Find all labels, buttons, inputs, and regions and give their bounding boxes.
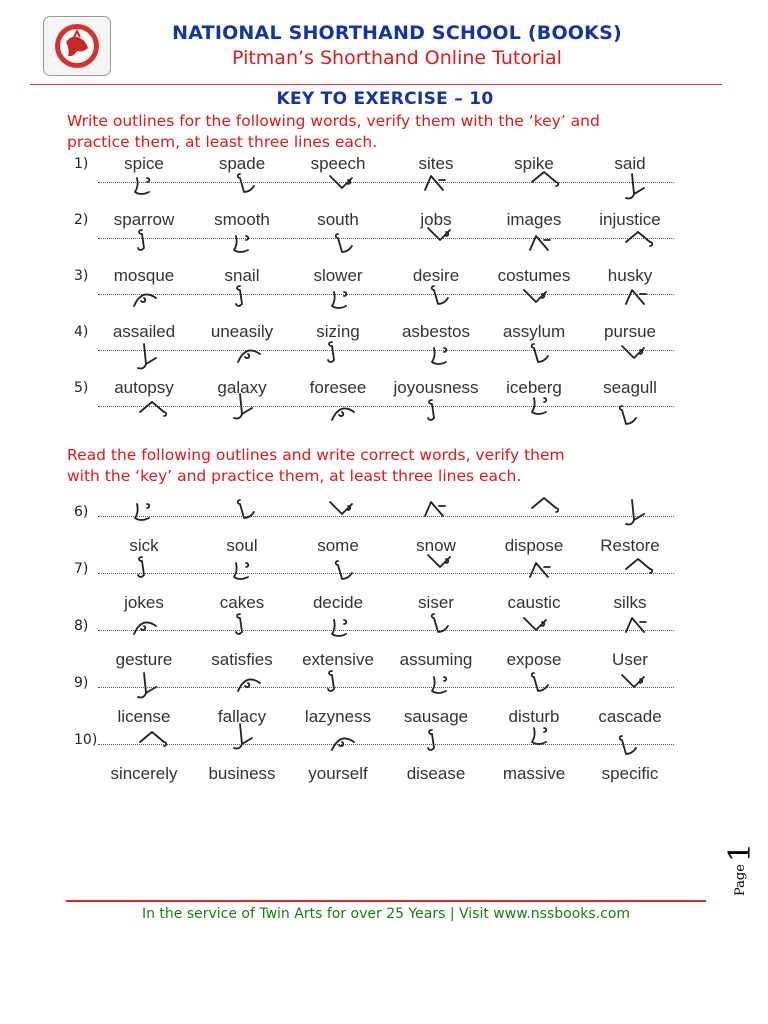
- dotted-writing-line: [98, 350, 674, 351]
- shorthand-word: caustic: [507, 593, 561, 612]
- shorthand-word: uneasily: [210, 322, 274, 341]
- shorthand-outline-icon: [326, 338, 366, 372]
- exercise-row: [74, 610, 674, 669]
- shorthand-word: assylum: [502, 322, 566, 341]
- shorthand-word: costumes: [497, 266, 571, 285]
- shorthand-word: pursue: [604, 322, 656, 341]
- shorthand-outline-icon: [530, 338, 570, 372]
- shorthand-outline-icon: [131, 174, 171, 208]
- dotted-writing-line: [98, 687, 674, 688]
- shorthand-outline-icon: [328, 172, 368, 206]
- page-number: 1: [723, 842, 758, 863]
- shorthand-outline-icon: [138, 396, 178, 430]
- shorthand-outline-icon: [134, 342, 174, 376]
- exercise-row: [74, 320, 674, 376]
- shorthand-outline-icon: [334, 228, 374, 262]
- shorthand-word: lazyness: [304, 707, 372, 726]
- shorthand-outline-icon: [528, 394, 568, 428]
- footer-text: In the service of Twin Arts for over 25 Years | Visit www.nssbooks.com: [141, 906, 631, 922]
- shorthand-word: specific: [601, 764, 659, 783]
- shorthand-word: Restore: [600, 536, 660, 555]
- shorthand-outline-icon: [428, 344, 468, 378]
- shorthand-outline-icon: [526, 230, 566, 264]
- section1-instruction-line: practice them, at least three lines each.: [67, 133, 378, 151]
- shorthand-outline-icon: [622, 612, 662, 646]
- shorthand-word: snail: [224, 266, 260, 285]
- shorthand-word: speech: [310, 154, 366, 173]
- exercise-row: [74, 264, 674, 320]
- shorthand-outline-icon: [131, 500, 171, 534]
- shorthand-outline-icon: [134, 671, 174, 705]
- tutorial-subtitle: Pitman’s Shorthand Online Tutorial: [232, 47, 562, 69]
- row-number: 4): [74, 324, 89, 340]
- shorthand-outline-icon: [136, 226, 176, 260]
- exercise-row: [74, 553, 674, 612]
- school-name: NATIONAL SHORTHAND SCHOOL (BOOKS): [172, 22, 622, 44]
- dotted-writing-line: [98, 182, 674, 183]
- shorthand-word: yourself: [308, 764, 368, 783]
- shorthand-word: asbestos: [401, 322, 471, 341]
- shorthand-outline-icon: [426, 551, 466, 585]
- shorthand-word: foresee: [309, 378, 367, 397]
- shorthand-outline-icon: [530, 667, 570, 701]
- shorthand-outline-icon: [132, 284, 172, 318]
- shorthand-word: extensive: [302, 650, 374, 669]
- shorthand-outline-icon: [421, 496, 461, 530]
- school-logo: [43, 16, 111, 76]
- shorthand-word: spade: [218, 154, 266, 173]
- shorthand-outline-icon: [622, 172, 662, 206]
- shorthand-word: snow: [416, 536, 456, 555]
- shorthand-word: seagull: [603, 378, 657, 397]
- shorthand-outline-icon: [132, 612, 172, 646]
- shorthand-word: mosque: [113, 266, 175, 285]
- row-number: 1): [74, 156, 89, 172]
- shorthand-outline-icon: [624, 553, 664, 587]
- shorthand-outline-icon: [234, 282, 274, 316]
- shorthand-word: sparrow: [113, 210, 175, 229]
- shorthand-word: spike: [514, 154, 554, 173]
- shorthand-outline-icon: [328, 288, 368, 322]
- dotted-writing-line: [98, 573, 674, 574]
- shorthand-outline-icon: [136, 553, 176, 587]
- shorthand-word: spice: [124, 154, 164, 173]
- shorthand-word: some: [317, 536, 359, 555]
- shorthand-outline-icon: [618, 730, 658, 764]
- shorthand-outline-icon: [421, 170, 461, 204]
- section1-instruction-line: Write outlines for the following words, verify them with the ‘key’ and: [67, 112, 600, 130]
- shorthand-outline-icon: [426, 396, 466, 430]
- dotted-writing-line: [98, 238, 674, 239]
- footer-divider: [66, 900, 706, 902]
- exercise-row: [74, 152, 674, 208]
- shorthand-outline-icon: [330, 398, 370, 432]
- exercise-title: KEY TO EXERCISE – 10: [276, 89, 494, 109]
- section2-instruction: [67, 445, 565, 487]
- shorthand-word: disturb: [508, 707, 560, 726]
- row-number: 7): [74, 561, 89, 577]
- shorthand-outline-icon: [528, 724, 568, 758]
- shorthand-outline-icon: [234, 610, 274, 644]
- shorthand-word: dispose: [504, 536, 564, 555]
- shorthand-outline-icon: [620, 671, 660, 705]
- shorthand-word: massive: [502, 764, 566, 783]
- shorthand-word: satisfies: [211, 650, 273, 669]
- shorthand-outline-icon: [334, 555, 374, 589]
- shorthand-word: User: [612, 650, 648, 669]
- shorthand-word: jobs: [420, 210, 452, 229]
- shorthand-outline-icon: [236, 669, 276, 703]
- shorthand-word: desire: [412, 266, 460, 285]
- shorthand-outline-icon: [326, 667, 366, 701]
- dotted-writing-line: [98, 516, 674, 517]
- shorthand-outline-icon: [522, 614, 562, 648]
- shorthand-word: business: [208, 764, 276, 783]
- shorthand-word: images: [506, 210, 562, 229]
- shorthand-outline-icon: [522, 286, 562, 320]
- shorthand-word: fallacy: [217, 707, 267, 726]
- shorthand-word: sick: [129, 536, 159, 555]
- shorthand-word: husky: [607, 266, 653, 285]
- shorthand-outline-icon: [236, 168, 276, 202]
- shorthand-outline-icon: [426, 224, 466, 258]
- shorthand-outline-icon: [622, 284, 662, 318]
- exercise-row: [74, 208, 674, 264]
- shorthand-word: iceberg: [506, 378, 562, 397]
- shorthand-outline-icon: [618, 400, 658, 434]
- shorthand-outline-icon: [428, 673, 468, 707]
- dotted-writing-line: [98, 406, 674, 407]
- shorthand-word: assailed: [112, 322, 176, 341]
- shorthand-word: cascade: [598, 707, 662, 726]
- shorthand-word: sites: [418, 154, 454, 173]
- shorthand-word: joyousness: [393, 378, 479, 397]
- row-number: 10): [74, 732, 98, 748]
- section2-instruction-line: Read the following outlines and write correct words, verify them: [67, 446, 565, 464]
- exercise-row: [74, 667, 674, 726]
- dotted-writing-line: [98, 294, 674, 295]
- exercise-row: [74, 724, 674, 783]
- shorthand-word: sizing: [316, 322, 360, 341]
- section2-instruction-line: with the ‘key’ and practice them, at least three lines each.: [67, 467, 522, 485]
- dotted-writing-line: [98, 630, 674, 631]
- shorthand-outline-icon: [330, 728, 370, 762]
- row-number: 3): [74, 268, 89, 284]
- shorthand-word: sausage: [403, 707, 469, 726]
- shorthand-word: galaxy: [217, 378, 267, 397]
- shorthand-word: said: [614, 154, 646, 173]
- shorthand-word: jokes: [124, 593, 164, 612]
- section1-instruction: [67, 111, 600, 153]
- shorthand-word: south: [317, 210, 359, 229]
- shorthand-word: injustice: [599, 210, 661, 229]
- shorthand-word: siser: [418, 593, 454, 612]
- shorthand-outline-icon: [622, 498, 662, 532]
- shorthand-outline-icon: [624, 226, 664, 260]
- shorthand-word: smooth: [214, 210, 270, 229]
- shorthand-outline-icon: [530, 492, 570, 526]
- exercise-row: [74, 376, 674, 432]
- shorthand-outline-icon: [230, 722, 270, 756]
- shorthand-outline-icon: [526, 557, 566, 591]
- shorthand-word: silks: [613, 593, 647, 612]
- shorthand-outline-icon: [430, 608, 470, 642]
- shorthand-outline-icon: [236, 340, 276, 374]
- shorthand-word: soul: [226, 536, 258, 555]
- row-number: 5): [74, 380, 89, 396]
- shorthand-outline-icon: [426, 726, 466, 760]
- header-divider: [30, 84, 722, 85]
- shorthand-outline-icon: [328, 616, 368, 650]
- row-number: 2): [74, 212, 89, 228]
- shorthand-outline-icon: [138, 726, 178, 760]
- row-number: 8): [74, 618, 89, 634]
- shorthand-word: sincerely: [110, 764, 178, 783]
- shorthand-outline-icon: [230, 392, 270, 426]
- page-number-label: [723, 830, 763, 896]
- dotted-writing-line: [98, 744, 674, 745]
- row-number: 9): [74, 675, 89, 691]
- shorthand-outline-icon: [620, 342, 660, 376]
- shorthand-word: disease: [406, 764, 466, 783]
- shorthand-outline-icon: [230, 232, 270, 266]
- shorthand-outline-icon: [530, 166, 570, 200]
- shorthand-outline-icon: [430, 280, 470, 314]
- shorthand-word: slower: [313, 266, 363, 285]
- shorthand-word: gesture: [115, 650, 173, 669]
- shorthand-outline-icon: [328, 498, 368, 532]
- shorthand-word: cakes: [219, 593, 265, 612]
- row-number: 6): [74, 504, 89, 520]
- shorthand-word: decide: [312, 593, 364, 612]
- shorthand-word: license: [117, 707, 171, 726]
- shorthand-word: autopsy: [114, 378, 174, 397]
- shorthand-outline-icon: [236, 494, 276, 528]
- shorthand-outline-icon: [230, 559, 270, 593]
- shorthand-word: assuming: [399, 650, 473, 669]
- exercise-row: [74, 496, 674, 555]
- shorthand-word: expose: [506, 650, 562, 669]
- page-word: Page: [733, 864, 748, 896]
